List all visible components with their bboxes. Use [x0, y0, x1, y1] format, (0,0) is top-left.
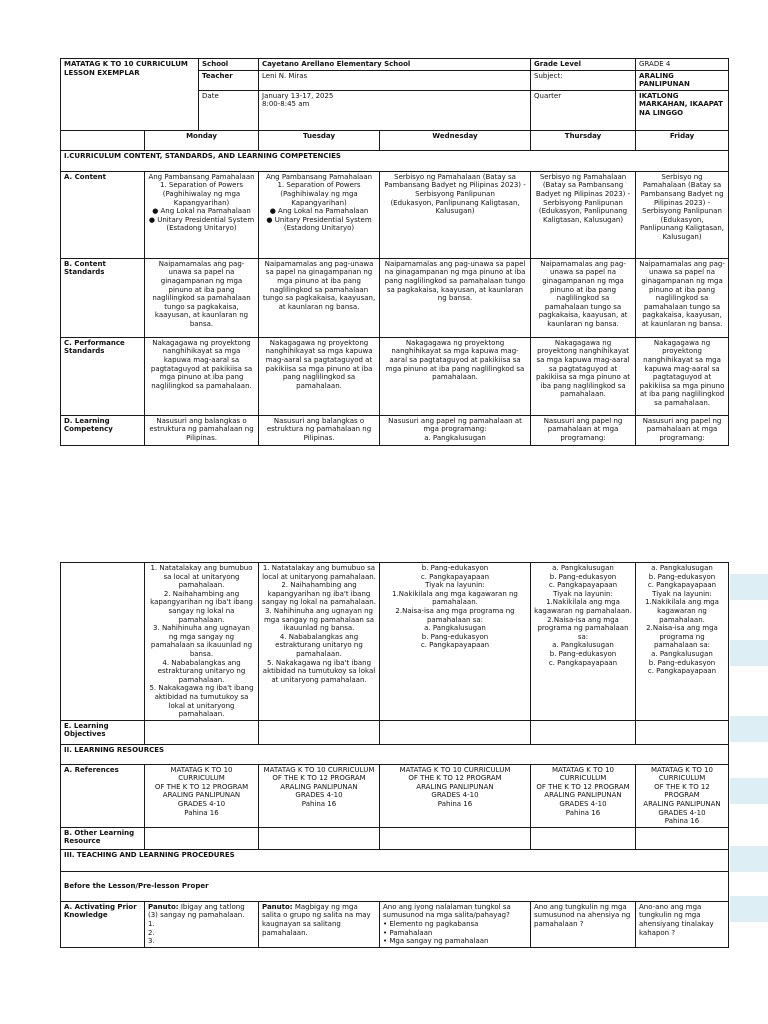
- learning-competency-label: D. Learning Competency: [61, 415, 145, 445]
- objectives-tuesday: 1. Natatalakay ang bumubuo sa local at unitaryong pamahalaan. 2. Naihahambing ang kapangyarihan ng iba't ibang sangay ng lokal na pamahalaan. 3. Nahihinuha ang ugnayan ng mga sangay ng pamahalaan sa ikauunlad ng bansa. 4. Nababalangkas ang estrakturang unitaryo ng pamahalaan. 5. Nakakagawa ng iba't ibang aktibidad na tumutukoy sa lokal at unitaryong pamahalaan.: [259, 563, 380, 721]
- grade-label: Grade Level: [531, 59, 636, 71]
- performance-standards-thursday: Nakagagawa ng proyektong nanghihikayat sa mga kapuwa mag-aaral sa pagtataguyod at pakikiisa sa mga pinuno at iba pang naglilingkod sa pamahalaan.: [531, 337, 636, 415]
- references-wednesday: MATATAG K TO 10 CURRICULUM OF THE K TO 12 PROGRAM ARALING PANLIPUNAN GRADES 4-10 Pahina 16: [380, 764, 531, 827]
- activating-tuesday: Panuto: Magbigay ng mga salita o grupo ng salita na may kaugnayan sa salitang pamahalaan.: [259, 901, 380, 947]
- performance-standards-friday: Nakagagawa ng proyektong nanghihikayat sa mga kapuwa mag-aaral sa pagtataguyod at pakikiisa sa mga pinuno at iba pang naglilingkod sa pamahalaan.: [636, 337, 729, 415]
- margin-strip: [730, 640, 768, 666]
- activating-thursday: Ano ang tungkulin ng mga sumusunod na ahensiya ng pamahalaan ?: [531, 901, 636, 947]
- learning-competency-tuesday: Nasusuri ang balangkas o estruktura ng pamahalaan ng Pilipinas.: [259, 415, 380, 445]
- days-corner: [61, 130, 145, 150]
- content-standards-thursday: Naipamamalas ang pag-unawa sa papel na ginagampanan ng mga pinuno at iba pang naglilingkod sa pamahalaan tungo sa pagkakaisa, kaayusan, at kaunlaran ng bansa.: [531, 258, 636, 337]
- margin-strip: [730, 846, 768, 872]
- continued-label: [61, 563, 145, 721]
- section-curriculum-content: I.CURRICULUM CONTENT, STANDARDS, AND LEARNING COMPETENCIES: [61, 150, 729, 171]
- content-friday: Serbisyo ng Pamahalaan (Batay sa Pambansang Badyet ng Pilipinas 2023) - Serbisyong Panlipunan (Edukasyon, Panlipunang Kaligtasan, Kalusugan): [636, 171, 729, 258]
- margin-strip: [730, 716, 768, 742]
- references-thursday: MATATAG K TO 10 CURRICULUM OF THE K TO 12 PROGRAM ARALING PANLIPUNAN GRADES 4-10 Pahina 16: [531, 764, 636, 827]
- teacher-value: Leni N. Miras: [259, 70, 531, 90]
- content-label: A. Content: [61, 171, 145, 258]
- empty-cell: [145, 720, 259, 744]
- date-value: January 13-17, 2025 8:00-8:45 am: [259, 90, 531, 130]
- day-friday: Friday: [636, 130, 729, 150]
- references-tuesday: MATATAG K TO 10 CURRICULUM OF THE K TO 12 PROGRAM ARALING PANLIPUNAN GRADES 4-10 Pahina 16: [259, 764, 380, 827]
- subject-value: ARALING PANLIPUNAN: [636, 70, 729, 90]
- content-standards-friday: Naipamamalas ang pag-unawa sa papel na ginagampanan ng mga pinuno at iba pang naglilingkod sa pamahalaan tungo sa pagkakaisa, kaayusan, at kaunlaran ng bansa.: [636, 258, 729, 337]
- content-standards-monday: Naipamamalas ang pag-unawa sa papel na ginagampanan ng mga pinuno at iba pang naglilingkod sa pamahalaan tungo sa pagkakaisa, kaayusan, at kaunlaran ng bansa.: [145, 258, 259, 337]
- lesson-exemplar-table-top: [60, 58, 728, 446]
- content-standards-label: B. Content Standards: [61, 258, 145, 337]
- learning-competency-monday: Nasusuri ang balangkas o estruktura ng pamahalaan ng Pilipinas.: [145, 415, 259, 445]
- empty-cell: [636, 720, 729, 744]
- objectives-friday: a. Pangkalusugan b. Pang-edukasyon c. Pangkapayapaan Tiyak na layunin: 1.Nakikilala ang mga kagawaran ng pamahalaan. 2.Naisa-isa ang mga programa ng pamahalaan sa: a. Pangkalusugan b. Pang-edukasyon c. Pangkapayapaan: [636, 563, 729, 721]
- objectives-thursday: a. Pangkalusugan b. Pang-edukasyon c. Pangkapayapaan Tiyak na layunin: 1.Nakikilala ang mga kagawaran ng pamahalaan. 2.Naisa-isa ang mga programa ng pamahalaan sa: a. Pangkalusugan b. Pang-edukasyon c. Pangkapayapaan: [531, 563, 636, 721]
- objectives-monday: 1. Natatalakay ang bumubuo sa local at unitaryong pamahalaan. 2. Naihahambing ang kapangyarihan ng iba't ibang sangay ng lokal na pamahalaan. 3. Nahihinuha ang ugnayan ng mga sangay ng pamahalaan sa ikauunlad ng bansa. 4. Nababalangkas ang estrakturang unitaryo ng pamahalaan. 5. Nakakagawa ng iba't ibang aktibidad na tumutukoy sa lokal at unitaryong pamahalaan.: [145, 563, 259, 721]
- quarter-value: IKATLONG MARKAHAN, IKAAPAT NA LINGGO: [636, 90, 729, 130]
- section-learning-resources: II. LEARNING RESOURCES: [61, 744, 729, 764]
- grade-value: GRADE 4: [636, 59, 729, 71]
- empty-cell: [531, 827, 636, 849]
- empty-cell: [380, 827, 531, 849]
- content-standards-tuesday: Naipamamalas ang pag-unawa sa papel na ginagampanan ng mga pinuno at iba pang naglilingkod sa pamahalaan tungo sa pagkakaisa, kaayusan, at kaunlaran ng bansa.: [259, 258, 380, 337]
- date-label: Date: [199, 90, 259, 130]
- content-wednesday: Serbisyo ng Pamahalaan (Batay sa Pambansang Badyet ng Pilipinas 2023) - Serbisyong Panlipunan (Edukasyon, Panlipunang Kaligtasan, Kalusugan): [380, 171, 531, 258]
- school-label: School: [199, 59, 259, 71]
- content-standards-wednesday: Naipamamalas ang pag-unawa sa papel na ginagampanan ng mga pinuno at iba pang naglilingkod sa pamahalaan tungo sa pagkakaisa, kaayusan, at kaunlaran ng bansa.: [380, 258, 531, 337]
- empty-cell: [259, 827, 380, 849]
- section-teaching-procedures: III. TEACHING AND LEARNING PROCEDURES: [61, 849, 729, 871]
- school-value: Cayetano Arellano Elementary School: [259, 59, 531, 71]
- teacher-label: Teacher: [199, 70, 259, 90]
- performance-standards-wednesday: Nakagagawa ng proyektong nanghihikayat sa mga kapuwa mag-aaral sa pagtataguyod at pakikiisa sa mga pinuno at iba pang naglilingkod sa pamahalaan.: [380, 337, 531, 415]
- lesson-exemplar-table-bottom: [60, 562, 728, 948]
- document-title: MATATAG K TO 10 CURRICULUM LESSON EXEMPLAR: [61, 59, 199, 131]
- day-monday: Monday: [145, 130, 259, 150]
- before-lesson-heading: Before the Lesson/Pre-lesson Proper: [61, 871, 729, 901]
- activating-label: A. Activating Prior Knowledge: [61, 901, 145, 947]
- margin-strip: [730, 778, 768, 804]
- day-thursday: Thursday: [531, 130, 636, 150]
- references-label: A. References: [61, 764, 145, 827]
- performance-standards-monday: Nakagagawa ng proyektong nanghihikayat sa mga kapuwa mag-aaral sa pagtataguyod at pakikiisa sa mga pinuno at iba pang naglilingkod sa pamahalaan.: [145, 337, 259, 415]
- activating-wednesday: Ano ang iyong nalalaman tungkol sa sumusunod na mga salita/pahayag? • Elemento ng pagkabansa • Pamahalaan • Mga sangay ng pamahalaan: [380, 901, 531, 947]
- performance-standards-label: C. Performance Standards: [61, 337, 145, 415]
- day-tuesday: Tuesday: [259, 130, 380, 150]
- empty-cell: [380, 720, 531, 744]
- activating-monday: Panuto: Ibigay ang tatlong (3) sangay ng pamahalaan. 1. 2. 3.: [145, 901, 259, 947]
- content-thursday: Serbisyo ng Pamahalaan (Batay sa Pambansang Badyet ng Pilipinas 2023) - Serbisyong Panlipunan (Edukasyon, Panlipunang Kaligtasan, Kalusugan): [531, 171, 636, 258]
- references-friday: MATATAG K TO 10 CURRICULUM OF THE K TO 12 PROGRAM ARALING PANLIPUNAN GRADES 4-10 Pahina 16: [636, 764, 729, 827]
- day-wednesday: Wednesday: [380, 130, 531, 150]
- content-tuesday: Ang Pambansang Pamahalaan 1. Separation of Powers (Paghihiwalay ng mga Kapangyarihan) ● Ang Lokal na Pamahalaan ● Unitary Presidential System (Estadong Unitaryo): [259, 171, 380, 258]
- empty-cell: [259, 720, 380, 744]
- quarter-label: Quarter: [531, 90, 636, 130]
- references-monday: MATATAG K TO 10 CURRICULUM OF THE K TO 12 PROGRAM ARALING PANLIPUNAN GRADES 4-10 Pahina 16: [145, 764, 259, 827]
- other-resources-label: B. Other Learning Resource: [61, 827, 145, 849]
- learning-competency-thursday: Nasusuri ang papel ng pamahalaan at mga programang:: [531, 415, 636, 445]
- performance-standards-tuesday: Nakagagawa ng proyektong nanghihikayat sa mga kapuwa mag-aaral sa pagtataguyod at pakikiisa sa mga pinuno at iba pang naglilingkod sa pamahalaan.: [259, 337, 380, 415]
- subject-label: Subject:: [531, 70, 636, 90]
- learning-objectives-label: E. Learning Objectives: [61, 720, 145, 744]
- margin-strip: [730, 896, 768, 922]
- learning-competency-wednesday: Nasusuri ang papel ng pamahalaan at mga programang: a. Pangkalusugan: [380, 415, 531, 445]
- margin-strip: [730, 574, 768, 600]
- empty-cell: [145, 827, 259, 849]
- activating-friday: Ano-ano ang mga tungkulin ng mga ahensiyang tinalakay kahapon ?: [636, 901, 729, 947]
- learning-competency-friday: Nasusuri ang papel ng pamahalaan at mga programang:: [636, 415, 729, 445]
- content-monday: Ang Pambansang Pamahalaan 1. Separation of Powers (Paghihiwalay ng mga Kapangyarihan) ● Ang Lokal na Pamahalaan ● Unitary Presidential System (Estadong Unitaryo): [145, 171, 259, 258]
- objectives-wednesday: b. Pang-edukasyon c. Pangkapayapaan Tiyak na layunin: 1.Nakikilala ang mga kagawaran ng pamahalaan. 2.Naisa-isa ang mga programa ng pamahalaan sa: a. Pangkalusugan b. Pang-edukasyon c. Pangkapayapaan: [380, 563, 531, 721]
- empty-cell: [636, 827, 729, 849]
- empty-cell: [531, 720, 636, 744]
